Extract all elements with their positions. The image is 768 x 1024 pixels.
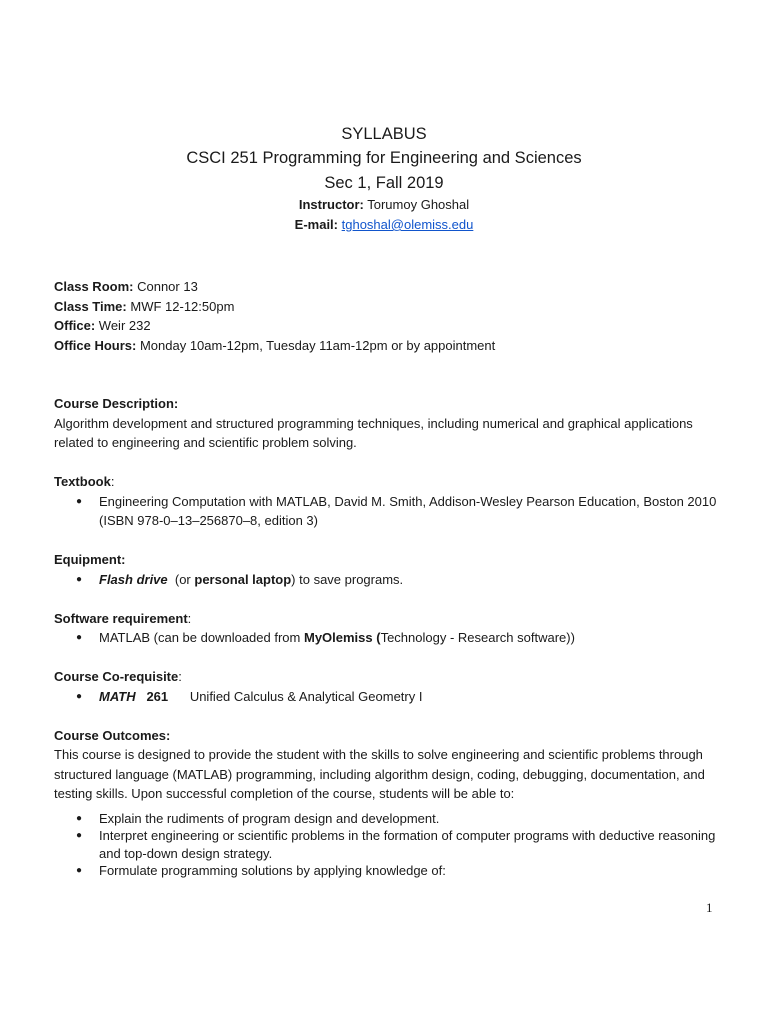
section-term: Sec 1, Fall 2019 <box>324 174 444 192</box>
software-colon: : <box>187 610 192 626</box>
corequisite-item <box>54 687 724 707</box>
email-link[interactable]: tghoshal@olemiss.edu <box>341 217 474 232</box>
textbook-heading-label: Textbook <box>54 474 111 489</box>
page-number: 1 <box>706 900 713 915</box>
outcomes-list <box>54 810 724 880</box>
textbook-item: ● Engineering Computation with MATLAB, David M. Smith, Addison-Wesley Pearson Education, Boston 2010 (ISBN 978-0–13–256870–8, edition 3) <box>54 492 724 531</box>
corequisite-subject: MATH <box>99 688 136 704</box>
office-hours-label: Office Hours: <box>54 337 137 353</box>
equipment-rest-text: ) to save programs. <box>291 571 404 587</box>
software-item <box>54 628 724 648</box>
email-label: E-mail: <box>294 217 338 232</box>
outcomes-text: This course is designed to provide the student with the skills to solve engineering and scientific problems through structured language (MATLAB) programming, including algorithm design, coding, debugging, documentation, and testing skills. Upon successful completion of the course, students will be able to: <box>54 747 705 801</box>
office-value: Weir 232 <box>98 318 151 333</box>
corequisite-heading-label: Course Co-requisite <box>54 669 179 684</box>
class-room-line <box>54 277 724 297</box>
software-pre-text: MATLAB (can be downloaded from <box>99 630 304 645</box>
instructor-line <box>0 197 768 217</box>
course-description-heading: Course Description: <box>54 396 179 411</box>
textbook-list <box>54 492 724 531</box>
software-list <box>54 628 724 648</box>
software-post-text: Technology - Research software)) <box>380 630 575 645</box>
software-heading-label: Software requirement <box>54 610 188 626</box>
outcome-item: ● Explain the rudiments of program design and development. <box>54 810 724 828</box>
title-block <box>0 124 768 237</box>
equipment-item <box>54 570 724 590</box>
corequisite-number: 261 <box>146 688 169 704</box>
class-time-label: Class Time: <box>54 298 127 314</box>
software-heading <box>54 609 724 629</box>
myolemiss-text: MyOlemiss ( <box>303 630 381 645</box>
flash-drive-text: Flash drive <box>99 571 168 587</box>
textbook-heading <box>54 472 724 492</box>
email-line <box>0 217 768 237</box>
outcome-item: ● Interpret engineering or scientific problems in the formation of computer programs with deductive reasoning and top-down design strategy. <box>54 827 724 862</box>
course-description-text: Algorithm development and structured programming techniques, including numerical and graphical applications related to engineering and scientific problem solving. <box>54 415 693 450</box>
office-line <box>54 316 724 336</box>
class-time-value: MWF 12-12:50pm <box>130 298 235 314</box>
syllabus-body <box>54 277 724 880</box>
instructor-name: Torumoy Ghoshal <box>367 197 470 212</box>
corequisite-heading <box>54 667 724 687</box>
corequisite-list <box>54 687 724 707</box>
textbook-colon: : <box>110 474 115 489</box>
class-time-line <box>54 297 724 317</box>
outcomes-heading: Course Outcomes: <box>54 727 171 743</box>
instructor-label: Instructor: <box>298 197 364 212</box>
office-hours-line <box>54 336 724 356</box>
equipment-mid-text: (or <box>167 571 195 587</box>
equipment-heading: Equipment: <box>54 552 126 567</box>
equipment-list <box>54 570 724 590</box>
course-title: CSCI 251 Programming for Engineering and Sciences <box>186 149 582 167</box>
class-room-value: Connor 13 <box>137 279 198 294</box>
office-label: Office: <box>54 318 96 333</box>
class-room-label: Class Room: <box>54 279 134 294</box>
corequisite-colon: : <box>178 669 182 684</box>
office-hours-value: Monday 10am-12pm, Tuesday 11am-12pm or by appointment <box>139 337 496 353</box>
outcome-item: ● Formulate programming solutions by applying knowledge of: <box>54 862 724 880</box>
personal-laptop-text: personal laptop <box>194 571 292 587</box>
corequisite-name: Unified Calculus & Analytical Geometry I <box>189 688 423 704</box>
document-title: SYLLABUS <box>341 125 427 143</box>
